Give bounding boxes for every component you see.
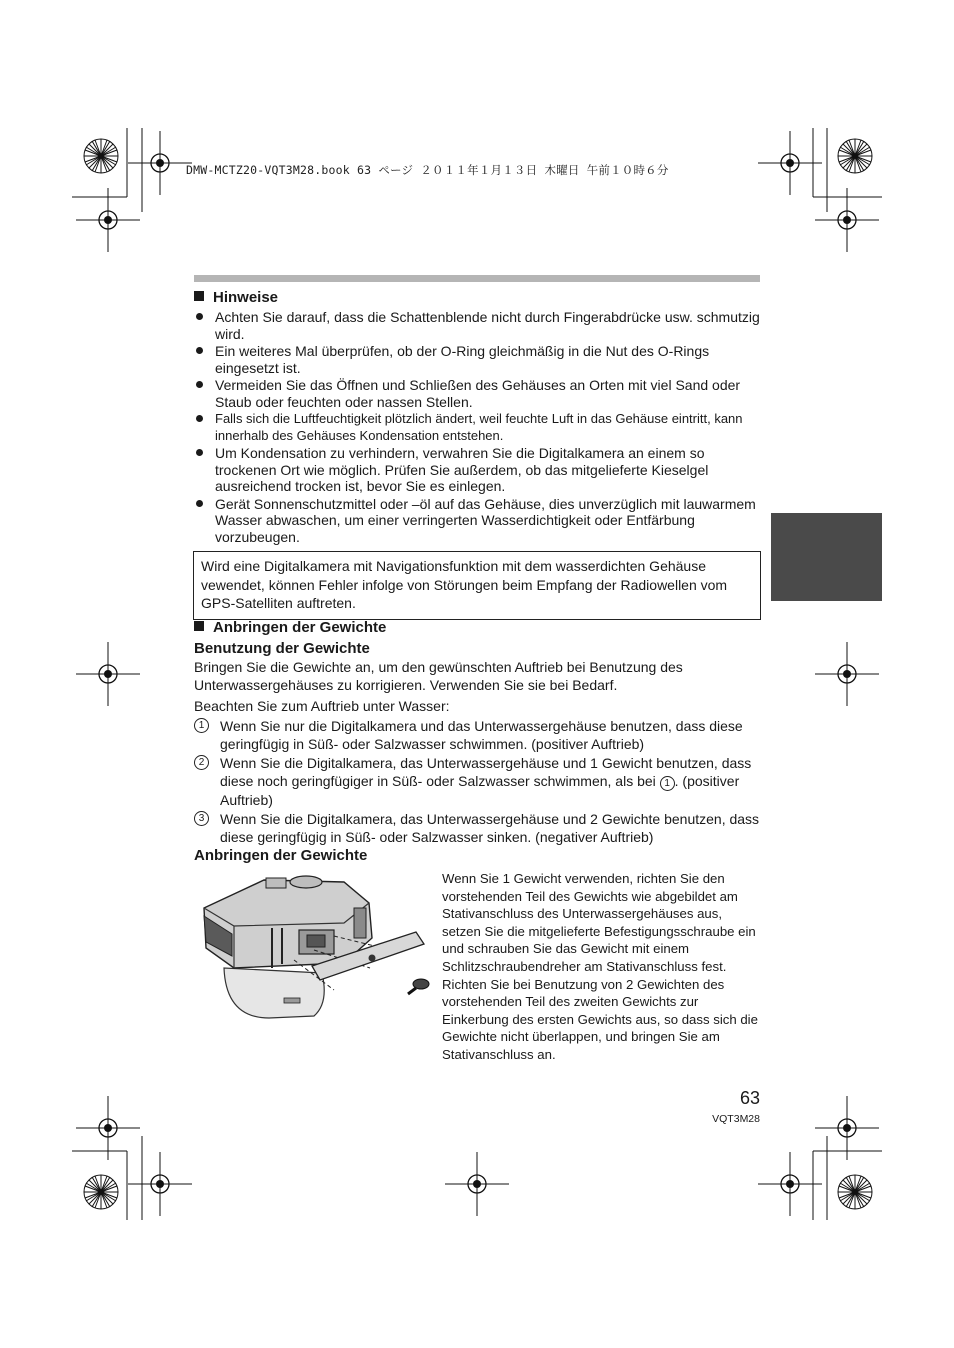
step-text: Wenn Sie die Digitalkamera, das Unterwassergehäuse und 2 Gewichte benutzen, dass diese geringfügig in Süß- oder Salzwasser sinken. (negativer Auftrieb) (220, 811, 760, 845)
chapter-tab (771, 513, 882, 601)
section-rule (194, 275, 760, 282)
gps-notice-box: Wird eine Digitalkamera mit Navigationsfunktion mit dem wasserdichten Gehäuse vewendet, können Fehler infolge von Störungen beim Empfang der Radiowellen vom GPS-Satelliten auftreten. (193, 551, 761, 620)
list-item: Achten Sie darauf, dass die Schattenblende nicht durch Fingerabdrücke usw. schmutzig wird. (194, 309, 760, 342)
list-item (194, 754, 764, 809)
attach-text: Wenn Sie 1 Gewicht verwenden, richten Sie den vorstehenden Teil des Gewichts wie abgebildet am Stativanschluss des Unterwassergehäuses aus, setzen Sie die mitgelieferte Befestigungsschraube ein und schrauben Sie das Gewicht mit einem Schlitzschraubendreher am Stativanschluss fest. Richten Sie bei Benutzung von 2 Gewichten des vorstehenden Teil des zweiten Gewichts zur Einkerbung des ersten Gewichts aus, so dass sich die Gewichte nicht überlappen, und bringen Sie am Stativanschluss an. (442, 871, 758, 1062)
housing-weight-illustration (194, 868, 434, 1026)
list-item: Falls sich die Luftfeuchtigkeit plötzlich ändert, weil feuchte Luft in das Gehäuse eintritt, kann innerhalb des Gehäuses Kondensation entstehen. (194, 411, 760, 444)
usage-title: Benutzung der Gewichte (194, 640, 370, 657)
step-text: Wenn Sie nur die Digitalkamera und das Unterwassergehäuse benutzen, dass diese geringfügig in Süß- oder Salzwasser schwimmen. (positiver Auftrieb) (220, 718, 743, 752)
notes-list (194, 309, 760, 546)
step-text: . (positiver Auftrieb) (220, 773, 740, 808)
list-item (194, 717, 764, 753)
usage-text: Bringen Sie die Gewichte an, um den gewünschten Auftrieb bei Benutzung des Unterwassergehäuses zu korrigieren. Verwenden Sie sie bei Bedarf. (194, 659, 683, 693)
doc-code: VQT3M28 (712, 1113, 760, 1125)
step-number: 1 (194, 718, 209, 733)
attach-title: Anbringen der Gewichte (194, 847, 368, 864)
buoyancy-intro: Beachten Sie zum Auftrieb unter Wasser: (194, 698, 450, 714)
step-text: Wenn Sie die Digitalkamera, das Unterwassergehäuse und 1 Gewicht benutzen, dass diese noch geringfügiger in Süß- oder Salzwasser schwimmen, als bei (220, 755, 752, 789)
list-item: Vermeiden Sie das Öffnen und Schließen des Gehäuses an Orten mit viel Sand oder Staub oder feuchten oder nassen Stellen. (194, 377, 760, 410)
list-item (194, 810, 764, 846)
weights-heading: Anbringen der Gewichte (194, 619, 386, 636)
list-item: Um Kondensation zu verhindern, verwahren Sie die Digitalkamera an einem so trockenen Ort wie möglich. Prüfen Sie außerdem, ob das mitgelieferte Kieselgel ausreichend trocken ist, bevor Sie es einlegen. (194, 445, 760, 495)
list-item: Ein weiteres Mal überprüfen, ob der O-Ring gleichmäßig in die Nut des O-Rings eingesetzt ist. (194, 343, 760, 376)
list-item: Gerät Sonnenschutzmittel oder –öl auf das Gehäuse, dies unverzüglich mit lauwarmem Wasser abwaschen, um einer verringerten Wasserdichtigkeit oder Entfärbung vorzubeugen. (194, 496, 760, 546)
file-info-header: DMW-MCTZ20-VQT3M28.book 63 ページ ２０１１年１月１３日 木曜日 午前１０時６分 (186, 163, 669, 177)
notes-heading: Hinweise (194, 289, 278, 306)
page-number: 63 (739, 1088, 760, 1108)
step-number: 2 (194, 755, 209, 770)
buoyancy-steps (194, 717, 764, 847)
step-number: 3 (194, 811, 209, 826)
step-reference: 1 (660, 776, 675, 791)
